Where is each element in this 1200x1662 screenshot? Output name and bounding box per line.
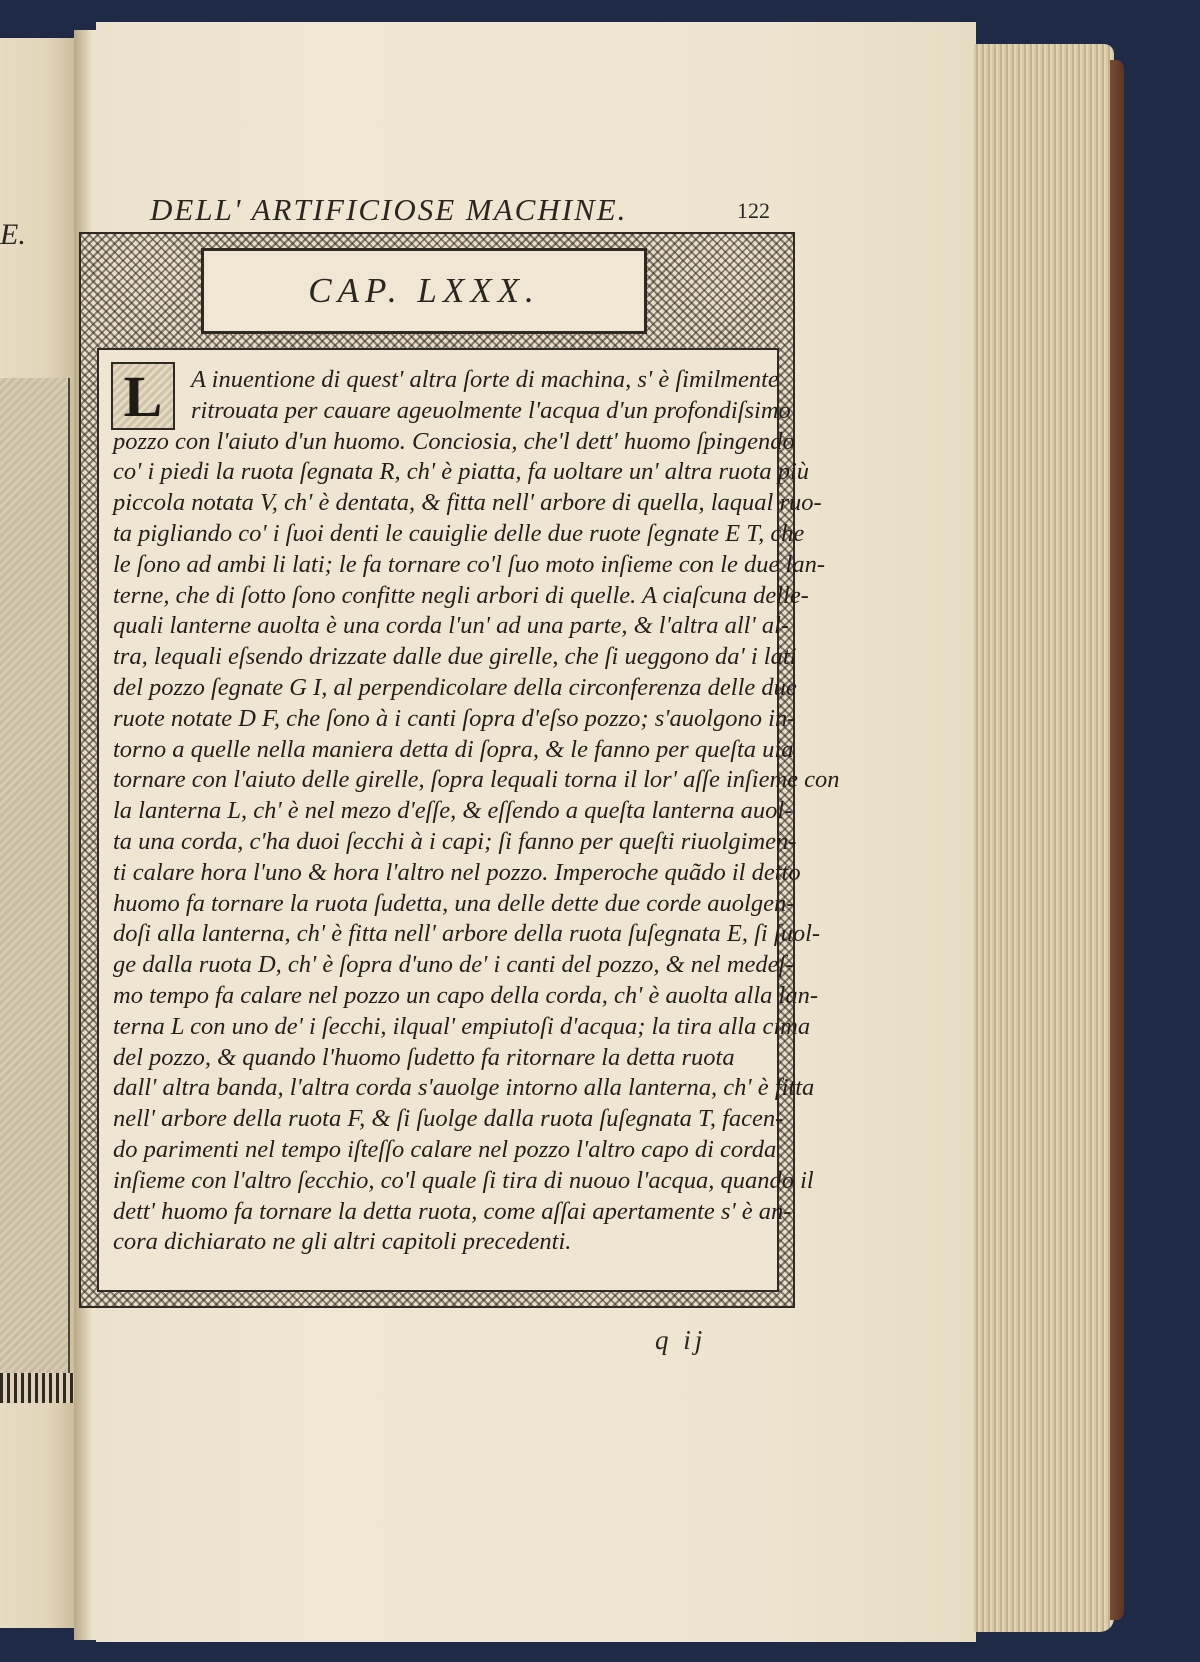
- text-line: torno a quelle nella maniera detta di ſopra, & le fanno per queſta uia: [113, 735, 794, 763]
- left-page-header-fragment: E.: [0, 218, 26, 251]
- left-page-ornament-border: [0, 1373, 74, 1403]
- text-line: do parimenti nel tempo iſteſſo calare nel pozzo l'altro capo di corda: [113, 1136, 777, 1163]
- text-line: ge dalla ruota D, ch' è ſopra d'uno de' i canti del pozzo, & nel medeſ-: [113, 951, 794, 979]
- text-line: dall' altra banda, l'altra corda s'auolge intorno alla lanterna, ch' è fitta: [113, 1074, 815, 1102]
- text-line: le ſono ad ambi li lati; le fa tornare co'l ſuo moto inſieme con le due lan-: [113, 550, 825, 578]
- text-line: quali lanterne auolta è una corda l'un' ad una parte, & l'altra all' al-: [113, 612, 790, 640]
- text-line: co' i piedi la ruota ſegnata R, ch' è piatta, fa uoltare un' altra ruota più: [113, 458, 810, 486]
- ornamental-frame: [79, 232, 840, 1308]
- chapter-body: [99, 350, 840, 1290]
- page-number: 122: [737, 198, 770, 223]
- text-line: inſieme con l'altro ſecchio, co'l quale ſi tira di nuouo l'acqua, quando il: [113, 1166, 814, 1194]
- text-line: ritrouata per cauare ageuolmente l'acqua d'un profondiſsimo: [191, 396, 791, 424]
- text-line: terne, che di ſotto ſono confitte negli arbori di quelle. A ciaſcuna delle-: [113, 581, 809, 609]
- text-line: ta pigliando co' i ſuoi denti le cauiglie delle due ruote ſegnate E T, che: [113, 520, 805, 547]
- signature-mark: q ij: [655, 1325, 707, 1355]
- text-line: A inuentione di quest' altra ſorte di machina, s' è ſimilmente: [191, 366, 779, 393]
- left-page-engraving: [0, 378, 70, 1378]
- text-line: doſi alla lanterna, ch' è fitta nell' arbore della ruota ſuſegnata E, ſi ſuol-: [113, 920, 821, 948]
- text-line: tra, lequali eſsendo drizzate dalle due girelle, che ſi ueggono da' i lati: [113, 643, 797, 671]
- running-title: DELL' ARTIFICIOSE MACHINE.: [150, 192, 628, 227]
- text-line: huomo fa tornare la ruota ſudetta, una delle dette due corde auolgen-: [113, 889, 795, 917]
- chapter-title: CAP. LXXX.: [308, 271, 540, 310]
- text-line: del pozzo ſegnate G I, al perpendicolare della circonferenza delle due: [113, 674, 797, 701]
- text-block: [97, 348, 840, 1292]
- text-line: nell' arbore della ruota F, & ſi ſuolge dalla ruota ſuſegnata T, facen-: [113, 1105, 784, 1133]
- text-line: piccola notata V, ch' è dentata, & fitta nell' arbore di quella, laqual ruo-: [113, 489, 822, 517]
- chapter-cartouche: [201, 248, 647, 334]
- left-page: [0, 38, 78, 1628]
- text-line: tornare con l'aiuto delle girelle, ſopra lequali torna il lor' aſſe inſieme con: [113, 766, 840, 794]
- page-fore-edge: [974, 44, 1114, 1632]
- text-line: del pozzo, & quando l'huomo ſudetto fa ritornare la detta ruota: [113, 1043, 735, 1071]
- text-line: mo tempo fa calare nel pozzo un capo della corda, ch' è auolta alla lan-: [113, 982, 818, 1009]
- text-line: terna L con uno de' i ſecchi, ilqual' empiutoſi d'acqua; la tira alla cima: [113, 1012, 811, 1040]
- decorated-initial: L: [111, 362, 175, 430]
- text-line: dett' huomo fa tornare la detta ruota, come aſſai apertamente s' è an-: [113, 1197, 792, 1225]
- leather-cover-edge: [1110, 60, 1124, 1620]
- running-head: [150, 192, 770, 236]
- text-line: ruote notate D F, che ſono à i canti ſopra d'eſso pozzo; s'auolgono in-: [113, 704, 796, 732]
- text-line: cora dichiarato ne gli altri capitoli precedenti.: [113, 1228, 572, 1256]
- text-line: ta una corda, c'ha duoi ſecchi à i capi; ſi fanno per queſti riuolgimen-: [113, 828, 797, 855]
- text-line: pozzo con l'aiuto d'un huomo. Conciosia, che'l dett' huomo ſpingendo: [113, 427, 795, 455]
- text-line: la lanterna L, ch' è nel mezo d'eſſe, & eſſendo a queſta lanterna auol-: [113, 797, 793, 825]
- text-line: ti calare hora l'uno & hora l'altro nel pozzo. Imperoche quãdo il detto: [113, 858, 801, 886]
